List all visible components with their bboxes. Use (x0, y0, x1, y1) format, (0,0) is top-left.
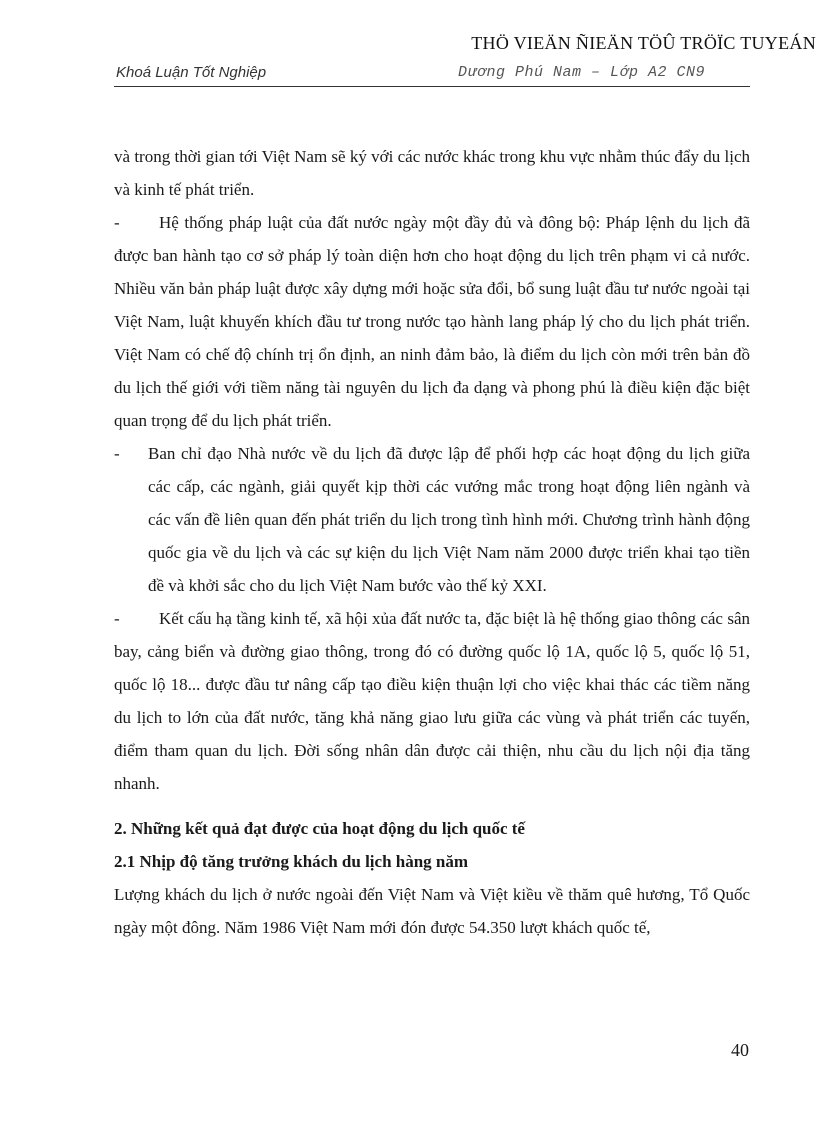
page-number: 40 (731, 1040, 749, 1060)
bullet-dash: - (114, 444, 120, 463)
watermark-text: THÖ VIEÄN ÑIEÄN TÖÛ TRÖÏC TUYEÁN (471, 33, 816, 53)
page-body (114, 140, 750, 944)
paragraph-2-text: Hệ thống pháp luật của đất nước ngày một đầy đủ và đông bộ: Pháp lệnh du lịch đã được ban hành tạo cơ sở pháp lý toàn diện hơn cho hoạt động du lịch trên phạm vi cả nước. Nhiều văn bản pháp luật được xây dựng mới hoặc sửa đổi, bổ sung luật đầu tư nước ngoài tại Việt Nam, luật khuyến khích đầu tư trong nước tạo hành lang pháp lý cho du lịch phát triển. Việt Nam có chế độ chính trị ổn định, an ninh đảm bảo, là điểm du lịch còn mới trên bản đồ du lịch thế giới với tiềm năng tài nguyên du lịch đa dạng và phong phú là điều kiện đặc biệt quan trọng để du lịch phát triển. (114, 213, 750, 430)
bullet-dash: - (114, 609, 120, 628)
bullet-paragraph-infrastructure (114, 602, 750, 800)
bullet-paragraph-legal-system (114, 206, 750, 437)
paragraph-1: và trong thời gian tới Việt Nam sẽ ký với các nước khác trong khu vực nhằm thúc đẩy du lịch và kinh tế phát triển. (114, 147, 750, 199)
section-heading-2: 2. Những kết quả đạt được của hoạt động du lịch quốc tế (114, 819, 525, 838)
subsection-heading-2-1: 2.1 Nhịp độ tăng trưởng khách du lịch hàng năm (114, 852, 469, 871)
page-header (114, 62, 750, 87)
bullet-paragraph-steering-committee (114, 437, 750, 602)
paragraph-4-text: Kết cấu hạ tầng kinh tế, xã hội xủa đất nước ta, đặc biệt là hệ thống giao thông các sân bay, cảng biển và đường giao thông, trong đó có đường quốc lộ 1A, quốc lộ 5, quốc lộ 51, quốc lộ 18... được đầu tư nâng cấp tạo điều kiện thuận lợi cho việc khai thác các tiềm năng du lịch to lớn của đất nước, tăng khả năng giao lưu giữa các vùng và phát triển các tuyến, điểm tham quan du lịch. Đời sống nhân dân được cải thiện, nhu cầu du lịch nội địa tăng nhanh. (114, 609, 750, 793)
paragraph-3-text: Ban chỉ đạo Nhà nước về du lịch đã được lập để phối hợp các hoạt động du lịch giữa các cấp, các ngành, giải quyết kịp thời các vướng mắc trong hoạt động liên ngành và các vấn đề liên quan đến phát triển du lịch trong tình hình mới. Chương trình hành động quốc gia về du lịch và các sự kiện du lịch Việt Nam năm 2000 được triển khai tạo tiền đề và khởi sắc cho du lịch Việt Nam bước vào thế kỷ XXI. (148, 444, 750, 595)
header-thesis-title: Khoá Luận Tốt Nghiệp (116, 64, 267, 81)
bullet-dash: - (114, 213, 120, 232)
header-author: Dương Phú Nam – Lớp A2 CN9 (458, 64, 706, 81)
paragraph-5: Lượng khách du lịch ở nước ngoài đến Việt Nam và Việt kiều về thăm quê hương, Tổ Quốc ngày một đông. Năm 1986 Việt Nam mới đón được 54.350 lượt khách quốc tế, (114, 885, 750, 937)
